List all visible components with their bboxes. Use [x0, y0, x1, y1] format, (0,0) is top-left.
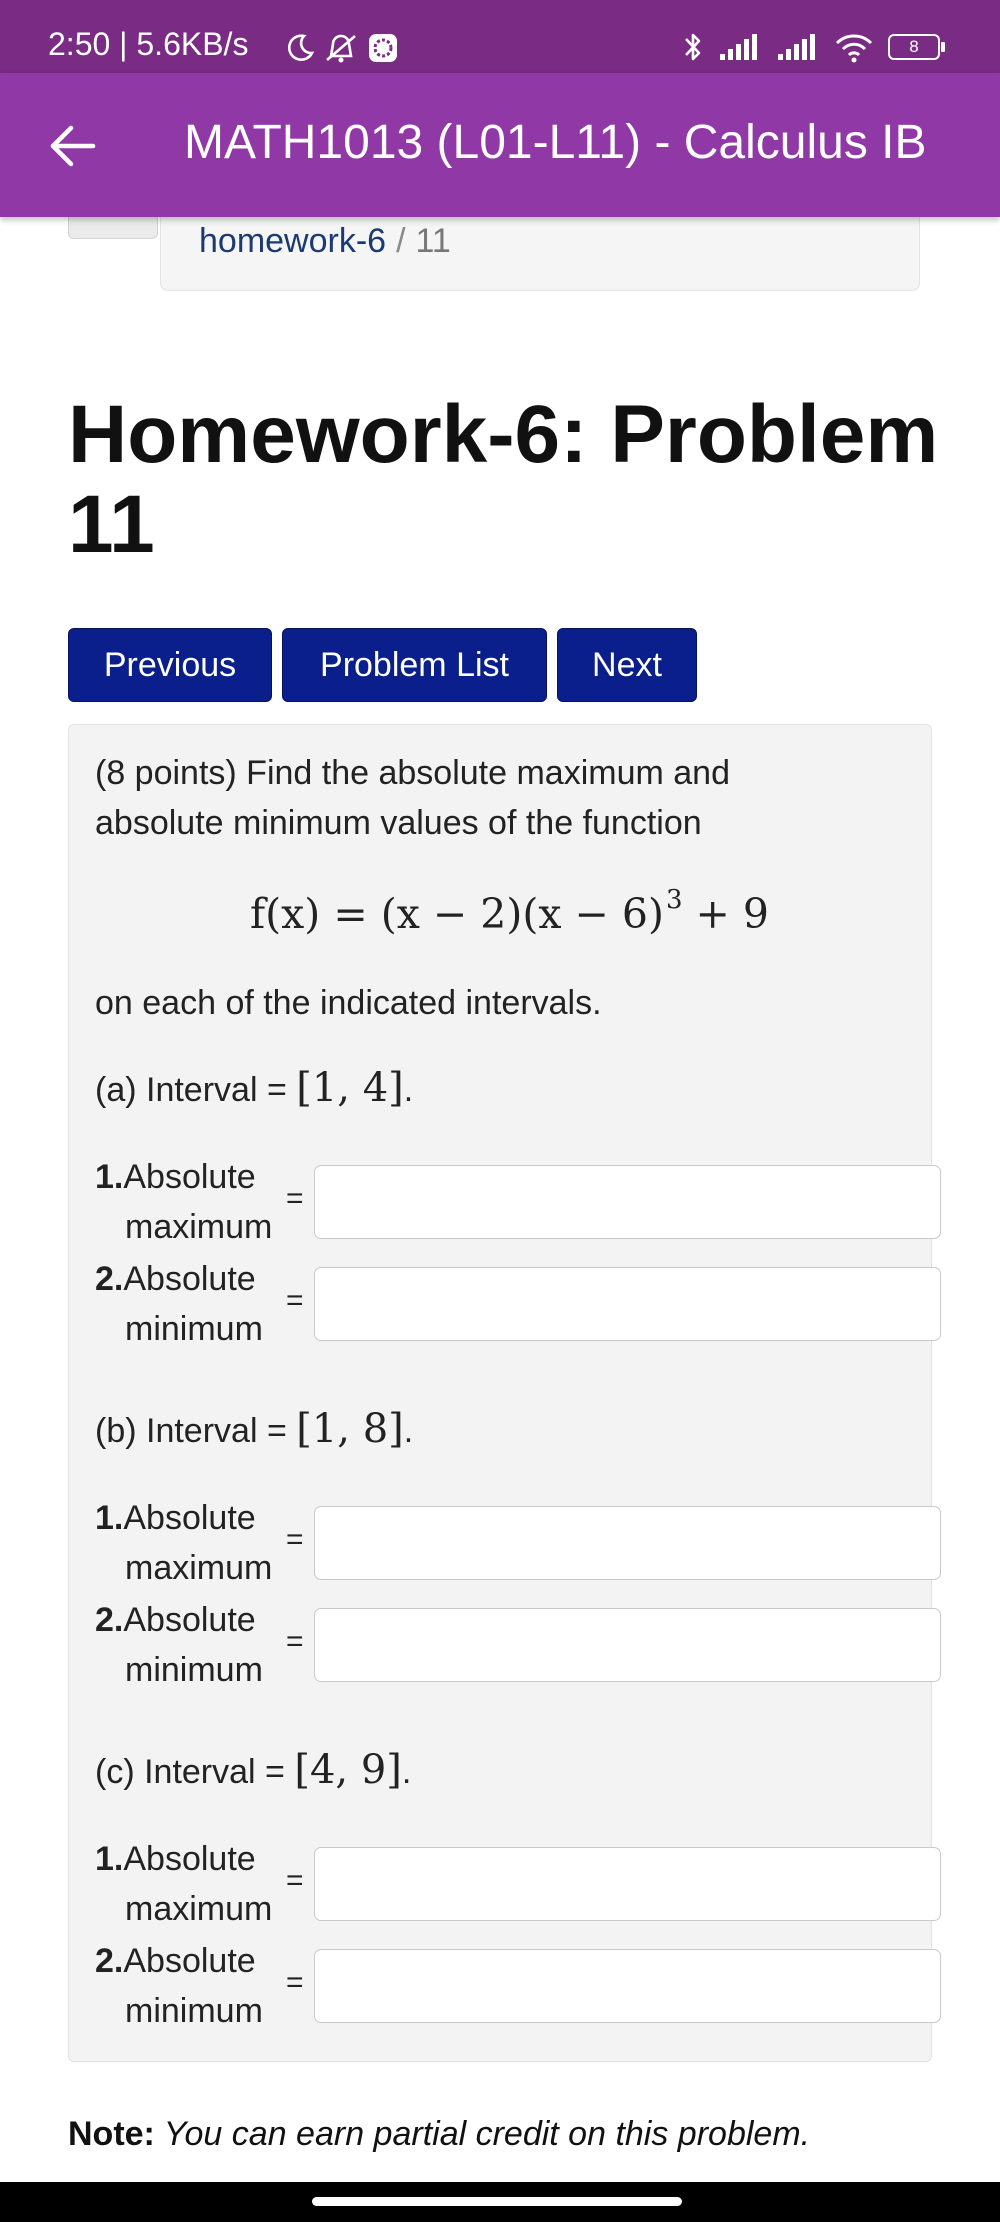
signal-1-icon: [718, 32, 762, 62]
part-b-q1-num: 1.: [95, 1499, 124, 1537]
part-a-q2-word2: minimum: [125, 1310, 263, 1348]
back-arrow-icon[interactable]: [45, 118, 101, 174]
do-not-disturb-moon-icon: [285, 33, 315, 63]
page-title-line1: Homework-6: Problem: [68, 389, 939, 480]
part-c-q1-word: Absolute: [123, 1840, 256, 1878]
part-a-max-input[interactable]: [314, 1165, 941, 1239]
part-c-q2-word2: minimum: [125, 1992, 263, 2030]
app-bar: [0, 73, 1000, 217]
part-c-q1-equals: =: [286, 1864, 304, 1897]
problem-after-formula: on each of the indicated intervals.: [95, 984, 602, 1022]
part-c-q1-label: [95, 1834, 272, 1934]
app-title: MATH1013 (L01-L11) - Calculus IB: [184, 116, 927, 169]
part-a-q2-num: 2.: [95, 1260, 124, 1298]
note-text: You can earn partial credit on this problem.: [154, 2115, 811, 2153]
breadcrumb-separator: /: [396, 222, 406, 260]
part-b-max-input[interactable]: [314, 1506, 941, 1580]
breadcrumb-current: 11: [415, 222, 451, 260]
part-c-heading: [95, 1745, 411, 1797]
breadcrumb: [199, 222, 451, 261]
part-b-dot: .: [403, 1412, 414, 1450]
part-b-q1-label: [95, 1493, 272, 1593]
problem-intro: [95, 748, 730, 848]
status-time: 2:50 | 5.6KB/s: [48, 26, 249, 62]
problem-list-button[interactable]: Problem List: [282, 628, 547, 702]
status-bar: [0, 0, 1000, 73]
wifi-icon: [834, 31, 874, 63]
part-b-interval: [1, 8]: [296, 1406, 404, 1452]
previous-button[interactable]: Previous: [68, 628, 272, 702]
part-b-q1-word2: maximum: [125, 1549, 273, 1587]
part-c-min-input[interactable]: [314, 1949, 941, 2023]
part-b-q1-equals: =: [286, 1523, 304, 1556]
part-c-max-input[interactable]: [314, 1847, 941, 1921]
part-b-q2-label: [95, 1595, 263, 1695]
function-formula: [250, 885, 769, 938]
part-b-label: (b) Interval =: [95, 1412, 297, 1450]
part-c-q1-num: 1.: [95, 1840, 124, 1878]
formula-main: f(x) = (x − 2)(x − 6): [250, 890, 664, 938]
app-notification-icon: [367, 32, 399, 64]
part-a-q1-word2: maximum: [125, 1208, 273, 1246]
part-c-label: (c) Interval =: [95, 1753, 295, 1791]
part-a-q1-label: [95, 1152, 272, 1252]
part-c-q2-label: [95, 1936, 263, 2036]
part-b-heading: [95, 1404, 413, 1456]
part-a-q2-label: [95, 1254, 263, 1354]
part-c-q1-word2: maximum: [125, 1890, 273, 1928]
part-a-label: (a) Interval =: [95, 1071, 297, 1109]
part-a-q2-equals: =: [286, 1284, 304, 1317]
part-c-q2-num: 2.: [95, 1942, 124, 1980]
part-a-q2-word: Absolute: [123, 1260, 256, 1298]
next-button[interactable]: Next: [557, 628, 697, 702]
battery-icon: [888, 34, 940, 60]
note-label: Note:: [68, 2115, 155, 2153]
alarm-off-icon: [323, 32, 359, 64]
problem-intro-line2: absolute minimum values of the function: [95, 804, 702, 842]
part-a-q1-word: Absolute: [123, 1158, 256, 1196]
part-b-q2-num: 2.: [95, 1601, 124, 1639]
part-a-q1-num: 1.: [95, 1158, 124, 1196]
part-b-q2-word: Absolute: [123, 1601, 256, 1639]
bluetooth-icon: [682, 30, 704, 64]
partial-credit-note: [68, 2115, 810, 2154]
part-c-q2-word: Absolute: [123, 1942, 256, 1980]
part-c-interval: [4, 9]: [294, 1747, 402, 1793]
problem-intro-line1: (8 points) Find the absolute maximum and: [95, 754, 730, 792]
part-b-q2-word2: minimum: [125, 1651, 263, 1689]
formula-tail: + 9: [682, 890, 770, 938]
breadcrumb-homework-link[interactable]: homework-6: [199, 222, 387, 260]
part-c-dot: .: [401, 1753, 412, 1791]
part-b-q1-word: Absolute: [123, 1499, 256, 1537]
formula-exponent: 3: [665, 885, 683, 915]
part-c-q2-equals: =: [286, 1966, 304, 1999]
status-left-icons: [285, 30, 399, 66]
part-a-q1-equals: =: [286, 1182, 304, 1215]
page-title-line2: 11: [68, 479, 155, 570]
signal-2-icon: [776, 32, 820, 62]
part-b-q2-equals: =: [286, 1625, 304, 1658]
status-right-icons: [682, 30, 940, 64]
part-a-dot: .: [403, 1071, 414, 1109]
page-title: [68, 390, 948, 570]
home-gesture-pill[interactable]: [312, 2197, 682, 2206]
part-a-interval: [1, 4]: [296, 1065, 404, 1111]
part-b-min-input[interactable]: [314, 1608, 941, 1682]
battery-level: 8: [909, 37, 919, 56]
part-a-min-input[interactable]: [314, 1267, 941, 1341]
part-a-heading: [95, 1063, 413, 1115]
